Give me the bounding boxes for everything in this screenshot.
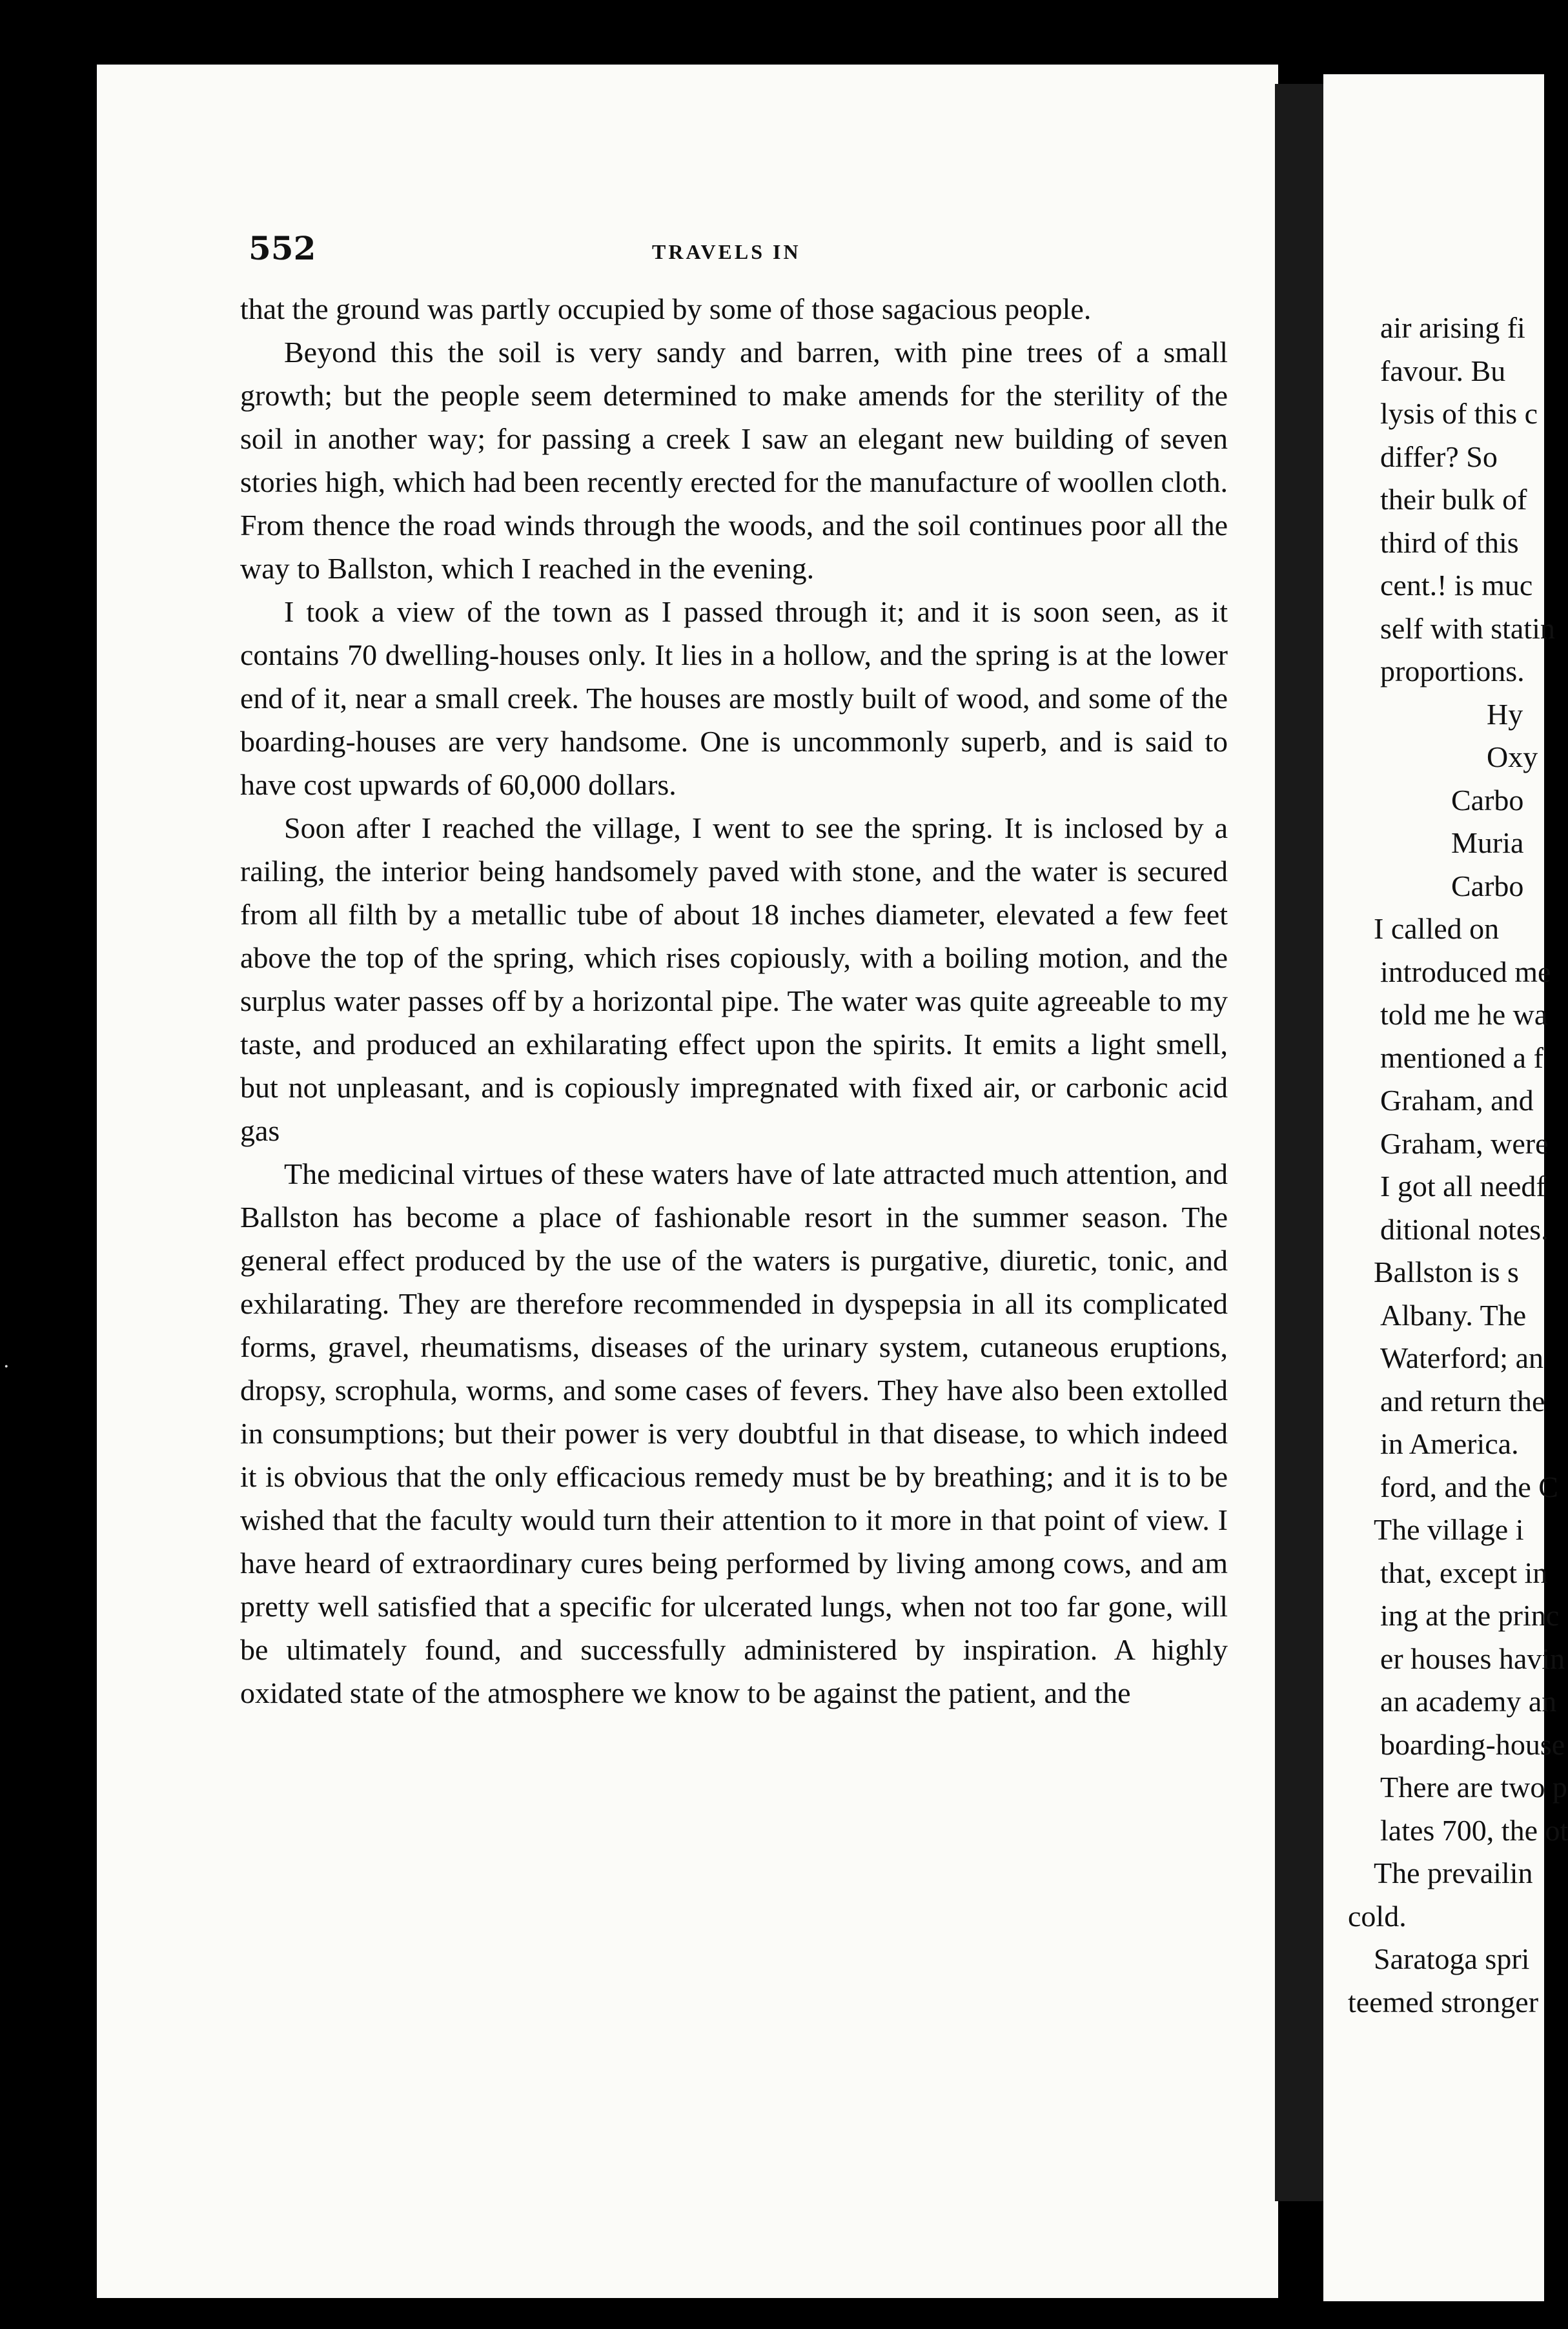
text-line: that, except in [1380, 1556, 1548, 1589]
text-line: Carbo [1451, 869, 1524, 902]
text-line: told me he wa [1380, 998, 1548, 1031]
text-line: favour. Bu [1380, 354, 1506, 387]
text-line: self with statin [1380, 611, 1555, 645]
paragraph: I took a view of the town as I passed through it; and it is soon seen, as it contains 70 dwelling-houses only. It lies in a hollow, and the spring is at the lower end of it, near a small creek. The houses are mostly built of wood, and some of the boarding-houses are very handsome. One is uncommonly superb, and is said to have cost upwards of 60,000 dollars. [240, 595, 1228, 801]
text-line: in America. [1380, 1427, 1519, 1460]
text-line: and return the [1380, 1384, 1545, 1418]
text-line: cent.! is muc [1380, 569, 1533, 602]
text-line: I called on [1374, 912, 1500, 945]
text-line: There are two p [1380, 1771, 1567, 1804]
text-line: lysis of this c [1380, 397, 1538, 430]
right-page-body [1348, 307, 1568, 2024]
text-line: Carbo [1451, 783, 1524, 817]
text-line: cold. [1348, 1899, 1407, 1933]
paragraph: Soon after I reached the village, I went to see the spring. It is inclosed by a railing, the interior being handsomely paved with stone, and the water is secured from all filth by a metallic tube of about 18 inches diameter, elevated a few feet above the top of the spring, which rises copiously, with a boiling motion, and the surplus water passes off by a horizontal pipe. The water was quite agreeable to my taste, and produced an exhilarating effect upon the spirits. It emits a light smell, but not unpleasant, and is copiously impregnated with fixed air, or carbonic acid gas [240, 811, 1228, 1147]
running-head: TRAVELS IN [652, 240, 801, 263]
paragraph: that the ground was partly occupied by some of those sagacious people. [240, 292, 1092, 325]
text-line: third of this [1380, 525, 1519, 559]
text-line: I got all needf [1380, 1170, 1546, 1203]
text-line: air arising fi [1380, 311, 1525, 344]
text-line: lates 700, the ot [1380, 1813, 1568, 1847]
text-line: ing at the princ [1380, 1599, 1560, 1632]
text-line: mentioned a f [1380, 1041, 1543, 1074]
text-line: boarding-house [1380, 1727, 1565, 1761]
text-line: The village i [1374, 1513, 1524, 1546]
page-number: 552 [249, 229, 316, 267]
text-line: The prevailin [1374, 1856, 1533, 1889]
text-line: ditional notes. [1380, 1212, 1549, 1246]
left-page-body [240, 287, 1228, 1714]
text-line: Saratoga spri [1374, 1942, 1530, 1975]
text-line: Muria [1451, 826, 1524, 859]
text-line: their bulk of [1380, 483, 1527, 516]
text-line: Waterford; an [1380, 1341, 1543, 1374]
paragraph: The medicinal virtues of these waters have of late attracted much attention, and Ballston has become a place of fashionable resort in the summer season. The general effect produced by the use of the waters is purgative, diuretic, tonic, and exhilarating. They are therefore recommended in dyspepsia in all its complicated forms, gravel, rheumatisms, diseases of the urinary system, cutaneous eruptions, dropsy, scrophula, worms, and some cases of fevers. They have also been extolled in consumptions; but their power is very doubtful in that disease, to which indeed it is obvious that the only efficacious remedy must be by breathing; and it is to be wished that the faculty would turn their attention to it more in that point of view. I have heard of extraordinary cures being performed by living among cows, and am pretty well satisfied that a specific for ulcerated lungs, when not too far gone, will be ultimately found, and successfully administered by inspiration. A highly oxidated state of the atmosphere we know to be against the patient, and the [240, 1157, 1228, 1709]
text-line: Oxy [1487, 740, 1538, 773]
paragraph: Beyond this the soil is very sandy and barren, with pine trees of a small growth; but the people seem determined to make amends for the sterility of the soil in another way; for passing a creek I saw an elegant new building of seven stories high, which had been recently erected for the manufacture of woollen cloth. From thence the road winds through the woods, and the soil continues poor all the way to Ballston, which I reached in the evening. [240, 336, 1228, 585]
text-line: Hy [1487, 697, 1523, 731]
text-line: proportions. [1380, 655, 1525, 687]
text-line: ford, and the C [1380, 1470, 1558, 1503]
text-line: Graham, and [1380, 1084, 1534, 1117]
text-line: an academy an [1380, 1685, 1557, 1718]
text-line: introduced me [1380, 955, 1551, 988]
text-line: Ballston is s [1374, 1256, 1519, 1288]
text-line: differ? So [1380, 440, 1498, 473]
text-line: Albany. The [1380, 1298, 1527, 1332]
margin-speck: · [3, 1356, 10, 1378]
text-line: er houses havin [1380, 1642, 1565, 1675]
text-line: teemed stronger [1348, 1985, 1539, 2019]
text-line: Graham, were [1380, 1126, 1549, 1160]
